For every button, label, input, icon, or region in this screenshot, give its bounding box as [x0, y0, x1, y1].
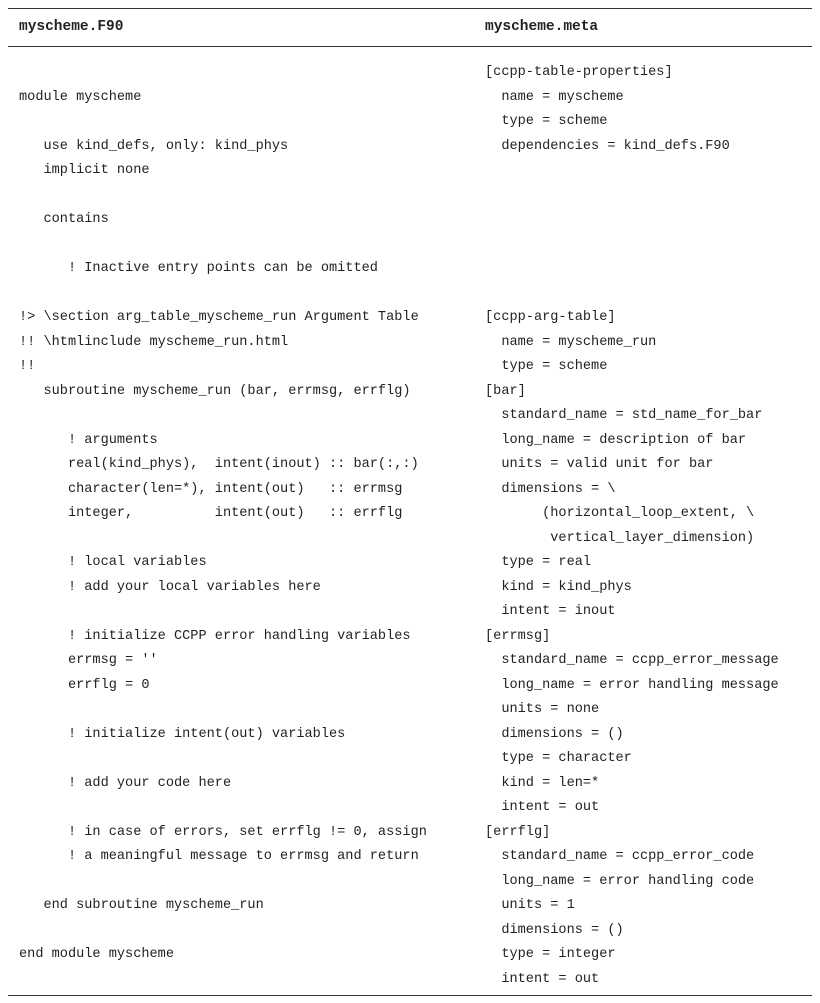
f90-code-line	[19, 870, 427, 895]
f90-code-line	[19, 747, 427, 772]
f90-code-line: !!	[19, 359, 36, 374]
top-rule	[8, 8, 812, 9]
meta-code-line: dimensions = \	[485, 481, 616, 497]
meta-code-line: intent = out	[485, 971, 600, 987]
f90-code-column	[19, 61, 427, 968]
meta-code-line: long_name = error handling code	[485, 873, 755, 889]
f90-code-line: implicit none	[19, 163, 150, 178]
f90-code-line: contains	[19, 212, 109, 227]
meta-code-line: [ccpp-table-properties]	[485, 65, 673, 80]
meta-code-line: vertical_layer_dimension)	[485, 530, 755, 546]
meta-code-line: type = integer	[485, 947, 616, 962]
f90-code-line: ! initialize intent(out) variables	[19, 726, 346, 742]
meta-code-column	[485, 61, 779, 992]
f90-code-line	[19, 796, 427, 821]
meta-column-header: myscheme.meta	[485, 19, 599, 35]
f90-code-line: ! a meaningful message to errmsg and return	[19, 849, 419, 864]
meta-code-line	[485, 208, 779, 233]
meta-code-line: intent = out	[485, 800, 600, 815]
meta-code-line: kind = len=*	[485, 775, 600, 791]
f90-code-line: !> \section arg_table_myscheme_run Argument Table	[19, 310, 419, 325]
meta-code-line	[485, 257, 779, 282]
meta-code-line: kind = kind_phys	[485, 579, 632, 595]
bottom-rule	[8, 995, 812, 996]
meta-code-line: type = scheme	[485, 359, 608, 374]
meta-code-line: type = real	[485, 555, 592, 570]
f90-code-line: subroutine myscheme_run (bar, errmsg, errflg)	[19, 383, 411, 399]
f90-code-line	[19, 600, 427, 625]
f90-code-line	[19, 404, 427, 429]
meta-code-line: units = 1	[485, 898, 575, 913]
f90-code-line: module myscheme	[19, 89, 142, 105]
f90-code-line: ! add your code here	[19, 775, 232, 791]
meta-code-line: units = valid unit for bar	[485, 457, 714, 472]
meta-code-line: long_name = error handling message	[485, 677, 779, 693]
f90-code-line: ! initialize CCPP error handling variables	[19, 628, 411, 644]
meta-code-line: intent = inout	[485, 604, 616, 619]
f90-code-line: errflg = 0	[19, 677, 150, 693]
meta-code-line	[485, 282, 779, 307]
f90-code-line: errmsg = ''	[19, 653, 158, 668]
header-rule	[8, 46, 812, 47]
f90-code-line	[19, 184, 427, 209]
f90-code-line: integer, intent(out) :: errflg	[19, 506, 403, 521]
meta-code-line: name = myscheme_run	[485, 334, 657, 350]
f90-code-line	[19, 282, 427, 307]
f90-code-line: real(kind_phys), intent(inout) :: bar(:,:)	[19, 457, 419, 472]
meta-code-line: [errflg]	[485, 824, 551, 840]
meta-code-line: name = myscheme	[485, 89, 624, 105]
f90-code-line: end module myscheme	[19, 947, 174, 962]
meta-code-line: [bar]	[485, 383, 526, 399]
meta-code-line: long_name = description of bar	[485, 432, 747, 448]
meta-code-line: dimensions = ()	[485, 726, 624, 742]
f90-code-line: character(len=*), intent(out) :: errmsg	[19, 481, 403, 497]
f90-code-line	[19, 919, 427, 944]
f90-code-line: ! Inactive entry points can be omitted	[19, 261, 378, 276]
f90-code-line	[19, 61, 427, 86]
f90-code-line	[19, 698, 427, 723]
f90-column-header: myscheme.F90	[19, 19, 124, 35]
f90-code-line: use kind_defs, only: kind_phys	[19, 138, 289, 154]
f90-code-line: ! in case of errors, set errflg != 0, assign	[19, 824, 427, 840]
meta-code-line: standard_name = std_name_for_bar	[485, 408, 763, 423]
f90-code-line: end subroutine myscheme_run	[19, 898, 264, 913]
meta-code-line: type = scheme	[485, 114, 608, 129]
meta-code-line	[485, 159, 779, 184]
meta-code-line: dimensions = ()	[485, 922, 624, 938]
f90-code-line: ! arguments	[19, 432, 158, 448]
meta-code-line: units = none	[485, 702, 600, 717]
f90-code-line	[19, 233, 427, 258]
meta-code-line: [errmsg]	[485, 628, 551, 644]
f90-code-line	[19, 110, 427, 135]
f90-code-line: ! local variables	[19, 555, 207, 570]
f90-code-line: ! add your local variables here	[19, 579, 321, 595]
meta-code-line: dependencies = kind_defs.F90	[485, 138, 730, 154]
meta-code-line: (horizontal_loop_extent, \	[485, 506, 755, 521]
f90-code-line: !! \htmlinclude myscheme_run.html	[19, 334, 289, 350]
f90-code-line	[19, 527, 427, 552]
meta-code-line	[485, 184, 779, 209]
meta-code-line	[485, 233, 779, 258]
meta-code-line: standard_name = ccpp_error_code	[485, 849, 755, 864]
meta-code-line: standard_name = ccpp_error_message	[485, 653, 779, 668]
meta-code-line: type = character	[485, 751, 632, 766]
meta-code-line: [ccpp-arg-table]	[485, 310, 616, 325]
